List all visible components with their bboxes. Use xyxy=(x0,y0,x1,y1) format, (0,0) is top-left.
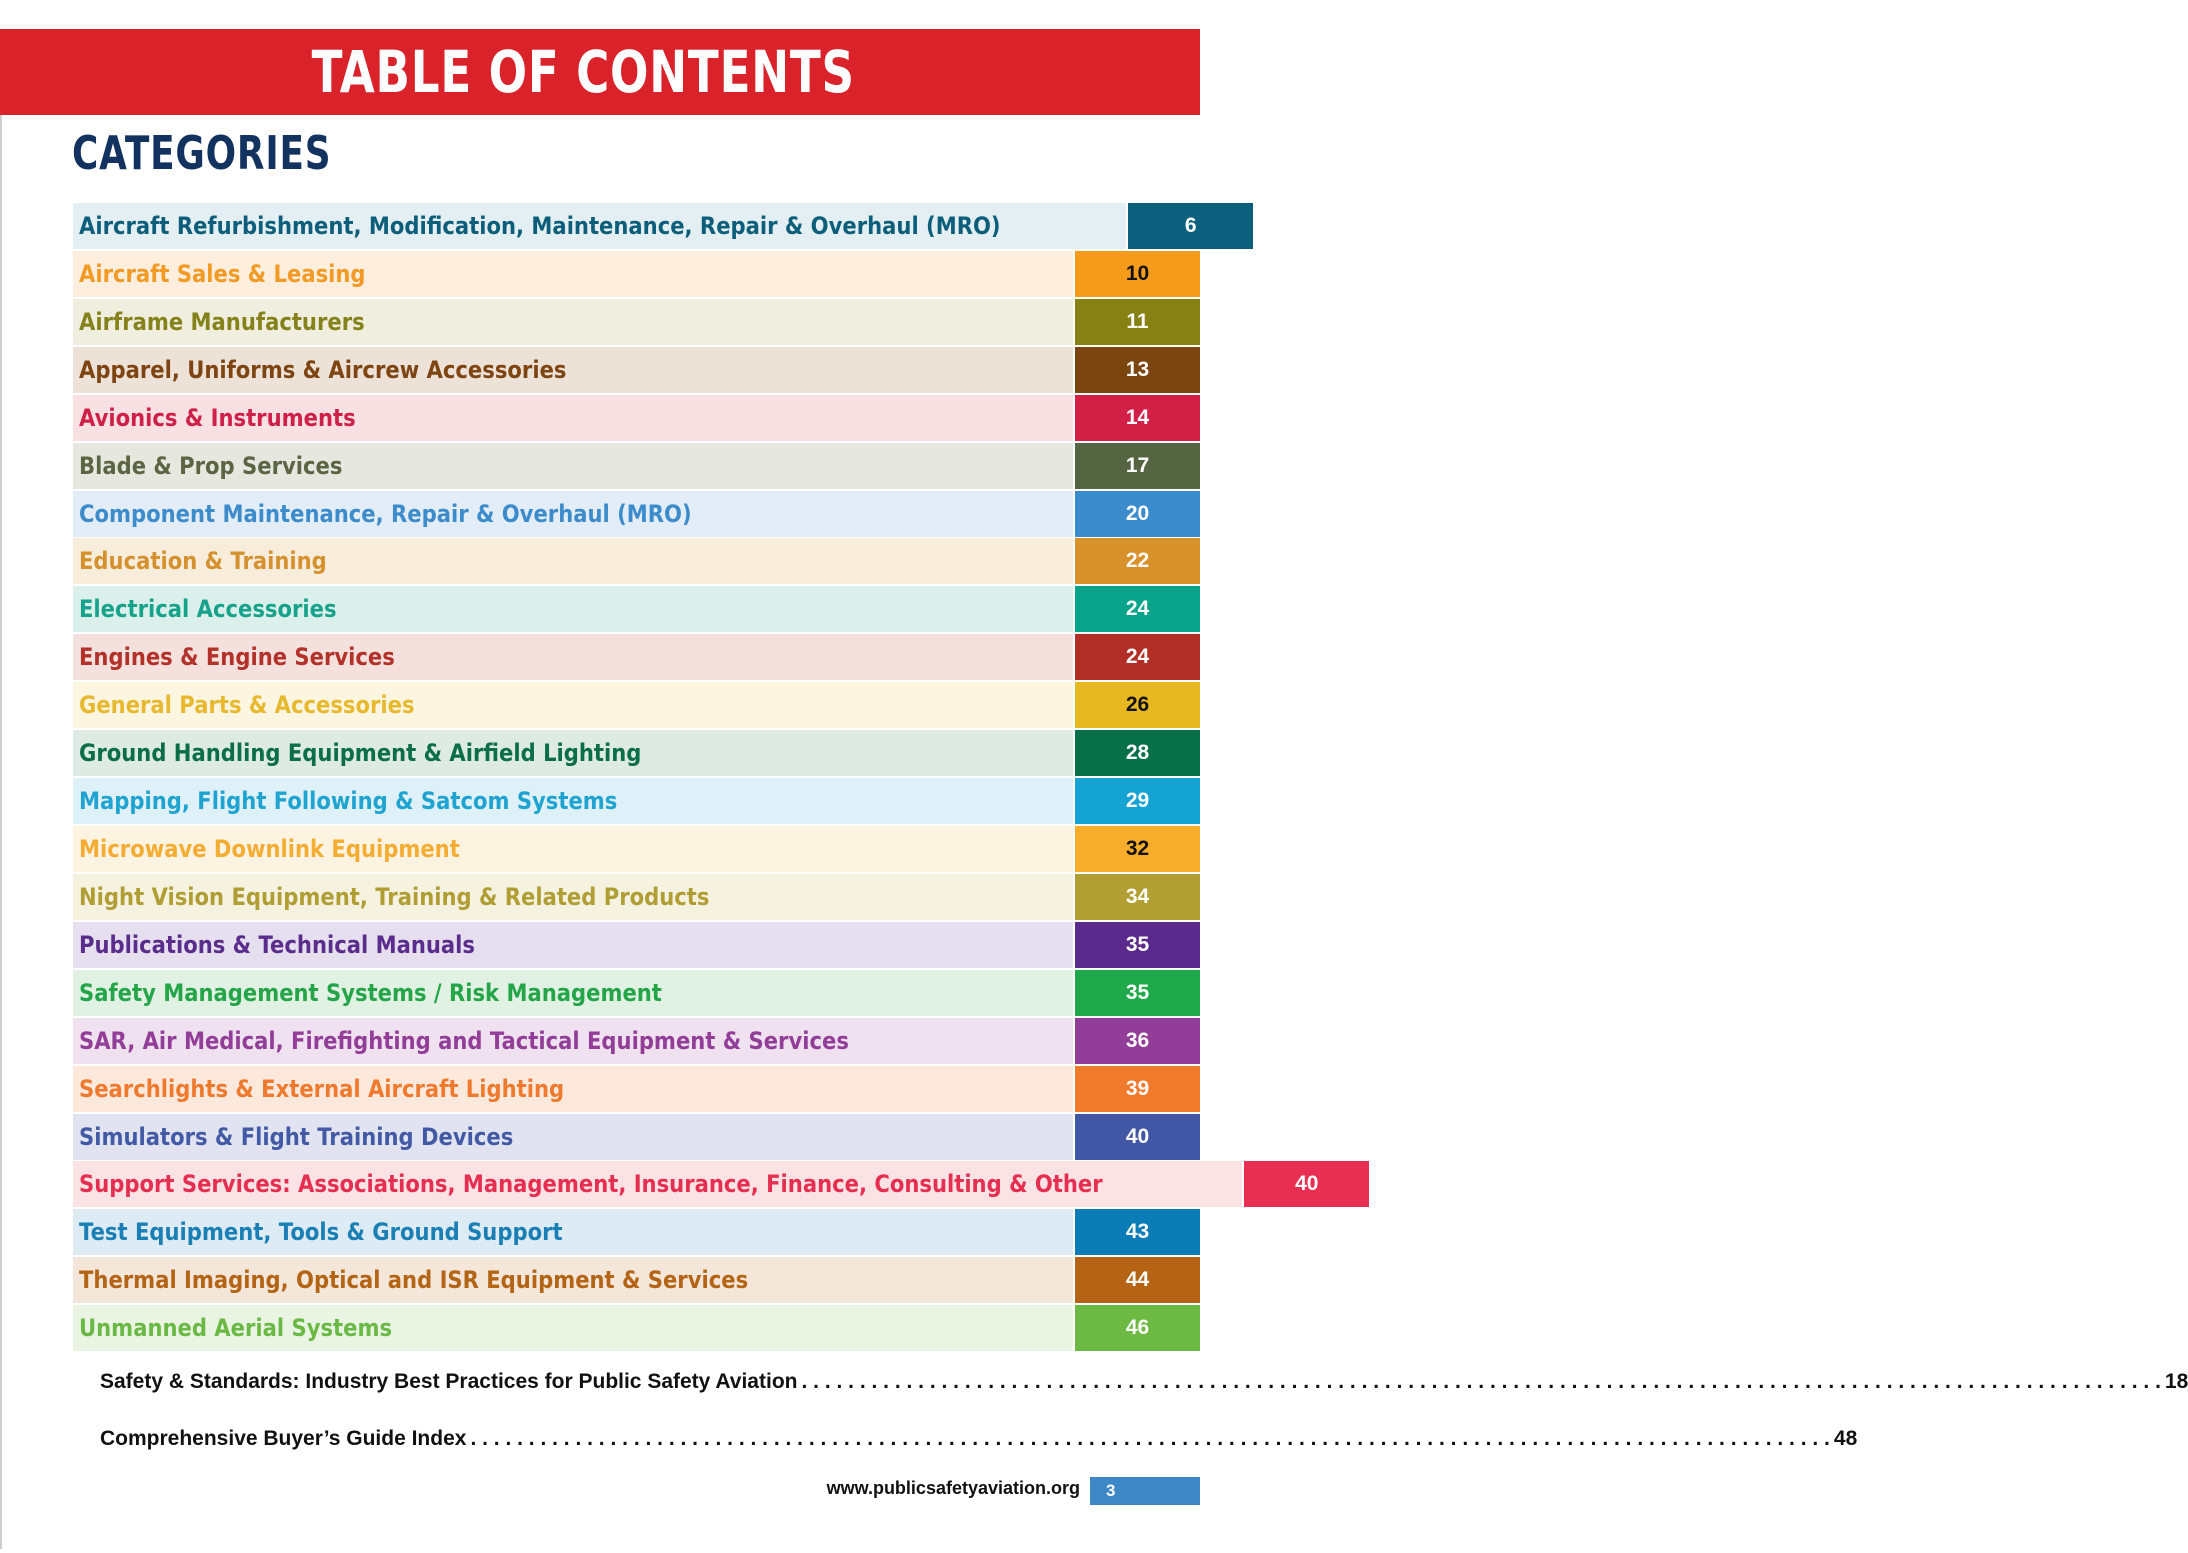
category-label-cell xyxy=(73,1018,1073,1064)
category-label: Blade & Prop Services xyxy=(79,451,343,480)
category-row[interactable] xyxy=(73,586,1200,632)
extra-entry-title: Safety & Standards: Industry Best Practices for Public Safety Aviation xyxy=(100,1370,798,1393)
category-row[interactable] xyxy=(73,874,1200,920)
category-label: Apparel, Uniforms & Aircrew Accessories xyxy=(79,355,567,384)
category-row[interactable] xyxy=(73,970,1200,1016)
category-label-cell xyxy=(73,443,1073,489)
category-label: Unmanned Aerial Systems xyxy=(79,1314,393,1343)
category-row[interactable] xyxy=(73,634,1200,680)
category-label: Ground Handling Equipment & Airfield Lighting xyxy=(79,739,642,768)
category-label: General Parts & Accessories xyxy=(79,691,415,720)
category-label: Mapping, Flight Following & Satcom Systems xyxy=(79,787,618,816)
category-label: Aircraft Refurbishment, Modification, Maintenance, Repair & Overhaul (MRO) xyxy=(79,212,1001,240)
category-page-number: 40 xyxy=(1244,1161,1369,1207)
category-row[interactable] xyxy=(73,251,1200,297)
category-label-cell xyxy=(73,922,1073,968)
extra-entry-page: 18 xyxy=(2164,1370,2188,1393)
category-label: Airframe Manufacturers xyxy=(79,307,365,336)
category-label-cell xyxy=(73,586,1073,632)
category-page-number: 20 xyxy=(1075,491,1200,537)
category-page-number: 24 xyxy=(1075,634,1200,680)
category-row[interactable] xyxy=(73,1066,1200,1112)
page-title: TABLE OF CONTENTS xyxy=(311,38,855,106)
category-label-cell xyxy=(73,299,1073,345)
extra-entry-page: 48 xyxy=(1833,1427,1858,1450)
category-row[interactable] xyxy=(73,778,1200,824)
category-label-cell xyxy=(73,1209,1073,1255)
category-label: Engines & Engine Services xyxy=(79,643,395,672)
category-page-number: 34 xyxy=(1075,874,1200,920)
category-row[interactable] xyxy=(73,1257,1200,1303)
category-row[interactable] xyxy=(73,203,1200,249)
category-label: Aircraft Sales & Leasing xyxy=(79,259,366,288)
category-page-number: 46 xyxy=(1075,1305,1200,1351)
category-label: Publications & Technical Manuals xyxy=(79,930,475,959)
category-row[interactable] xyxy=(73,922,1200,968)
category-label-cell xyxy=(73,970,1073,1016)
category-label: Searchlights & External Aircraft Lighting xyxy=(79,1074,565,1103)
toc-extra-entry[interactable] xyxy=(100,1427,1858,1451)
category-row[interactable] xyxy=(73,1114,1200,1160)
category-label-cell xyxy=(73,1161,1242,1207)
category-label-cell xyxy=(73,395,1073,441)
category-page-number: 36 xyxy=(1075,1018,1200,1064)
dot-leader xyxy=(801,1370,2160,1394)
category-label-cell xyxy=(73,538,1073,584)
category-page-number: 32 xyxy=(1075,826,1200,872)
category-label-cell xyxy=(73,203,1126,249)
category-label: Electrical Accessories xyxy=(79,595,337,624)
category-row[interactable] xyxy=(73,682,1200,728)
page-edge xyxy=(0,29,2,1549)
category-label: Component Maintenance, Repair & Overhaul (MRO) xyxy=(79,499,692,528)
category-label: Thermal Imaging, Optical and ISR Equipment & Services xyxy=(79,1266,749,1295)
section-title: CATEGORIES xyxy=(72,126,332,180)
website-url[interactable]: www.publicsafetyaviation.org xyxy=(826,1478,1080,1498)
category-label-cell xyxy=(73,826,1073,872)
category-label: Night Vision Equipment, Training & Related Products xyxy=(79,882,710,911)
category-page-number: 11 xyxy=(1075,299,1200,345)
category-label: Safety Management Systems / Risk Management xyxy=(79,978,662,1007)
category-label-cell xyxy=(73,251,1073,297)
category-label-cell xyxy=(73,1257,1073,1303)
category-page-number: 22 xyxy=(1075,538,1200,584)
category-label-cell xyxy=(73,1114,1073,1160)
category-page-number: 17 xyxy=(1075,443,1200,489)
category-label: Simulators & Flight Training Devices xyxy=(79,1122,514,1151)
category-row[interactable] xyxy=(73,299,1200,345)
category-page-number: 26 xyxy=(1075,682,1200,728)
category-row[interactable] xyxy=(73,1161,1319,1207)
category-page-number: 6 xyxy=(1128,203,1253,249)
category-row[interactable] xyxy=(73,730,1200,776)
category-row[interactable] xyxy=(73,395,1200,441)
category-page-number: 28 xyxy=(1075,730,1200,776)
category-label: Avionics & Instruments xyxy=(79,403,356,432)
category-label-cell xyxy=(73,874,1073,920)
category-label-cell xyxy=(73,491,1073,537)
category-row[interactable] xyxy=(73,443,1200,489)
category-label: SAR, Air Medical, Firefighting and Tactical Equipment & Services xyxy=(79,1026,849,1055)
title-banner xyxy=(0,29,1200,115)
category-page-number: 29 xyxy=(1075,778,1200,824)
category-label-cell xyxy=(73,778,1073,824)
category-row[interactable] xyxy=(73,347,1200,393)
category-row[interactable] xyxy=(73,826,1200,872)
category-row[interactable] xyxy=(73,491,1200,537)
category-label-cell xyxy=(73,730,1073,776)
category-page-number: 13 xyxy=(1075,347,1200,393)
category-label-cell xyxy=(73,634,1073,680)
category-page-number: 44 xyxy=(1075,1257,1200,1303)
category-page-number: 35 xyxy=(1075,970,1200,1016)
dot-leader xyxy=(470,1427,1829,1451)
category-list xyxy=(73,203,1319,1353)
category-label: Microwave Downlink Equipment xyxy=(79,834,460,863)
category-page-number: 39 xyxy=(1075,1066,1200,1112)
category-page-number: 14 xyxy=(1075,395,1200,441)
category-row[interactable] xyxy=(73,1209,1200,1255)
category-row[interactable] xyxy=(73,538,1200,584)
category-label: Support Services: Associations, Management, Insurance, Finance, Consulting & Other xyxy=(79,1170,1103,1199)
category-label-cell xyxy=(73,1066,1073,1112)
category-label-cell xyxy=(73,1305,1073,1351)
category-row[interactable] xyxy=(73,1018,1200,1064)
category-page-number: 10 xyxy=(1075,251,1200,297)
category-label: Test Equipment, Tools & Ground Support xyxy=(79,1218,563,1247)
toc-extra-entry[interactable] xyxy=(100,1370,2188,1394)
category-row[interactable] xyxy=(73,1305,1200,1351)
category-label-cell xyxy=(73,682,1073,728)
category-page-number: 43 xyxy=(1075,1209,1200,1255)
category-page-number: 24 xyxy=(1075,586,1200,632)
page-number-badge xyxy=(1090,1477,1200,1505)
category-page-number: 40 xyxy=(1075,1114,1200,1160)
page-number: 3 xyxy=(1106,1481,1116,1500)
category-label-cell xyxy=(73,347,1073,393)
category-label: Education & Training xyxy=(79,547,327,576)
category-page-number: 35 xyxy=(1075,922,1200,968)
extra-entry-title: Comprehensive Buyer’s Guide Index xyxy=(100,1427,467,1450)
